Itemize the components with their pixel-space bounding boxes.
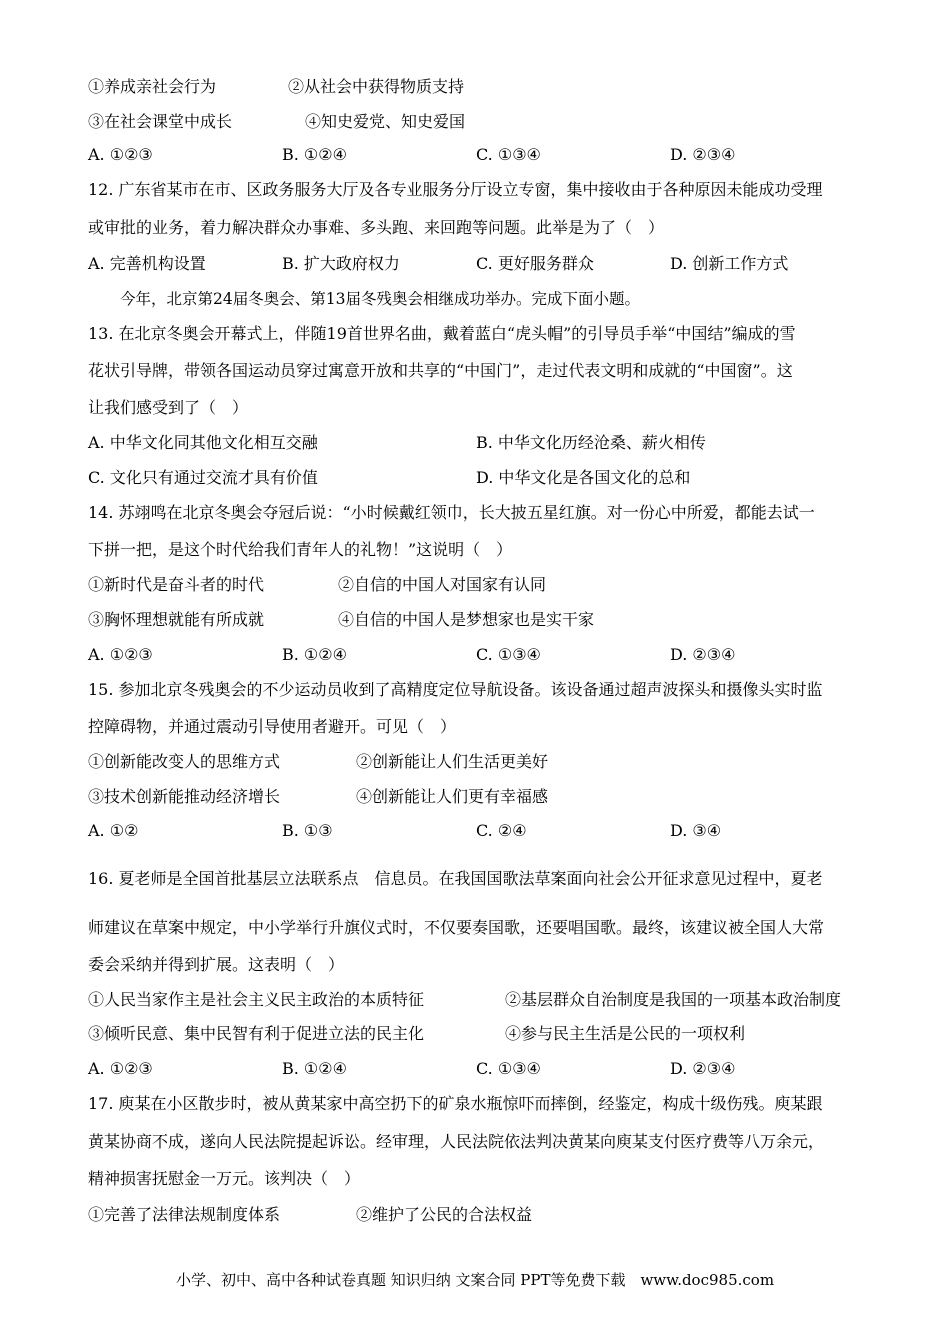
q11-option-c: C. ①③④ [476, 145, 541, 164]
q14-option-a: A. ①②③ [88, 645, 153, 664]
q16-statement-2: ②基层群众自治制度是我国的一项基本政治制度 [505, 990, 842, 1009]
q13-option-c: C. 文化只有通过交流才具有价值 [88, 468, 318, 487]
q16-stem-line-2: 师建议在草案中规定，中小学举行升旗仪式时，不仅要奏国歌，还要唱国歌。最终，该建议被全国人大常 [88, 918, 825, 937]
q16-statement-3: ③倾听民意、集中民智有利于促进立法的民主化 [88, 1024, 425, 1043]
q13-stem-line-1: 13. 在北京冬奥会开幕式上，伴随19首世界名曲，戴着蓝白“虎头帽”的引导员手举“中国结”编成的雪 [88, 324, 796, 343]
q16-stem-line-3: 委会采纳并得到扩展。这表明（ ） [88, 955, 345, 974]
q11-statement-2: ②从社会中获得物质支持 [288, 77, 465, 96]
q13-option-d: D. 中华文化是各国文化的总和 [476, 468, 691, 487]
q14-statement-2: ②自信的中国人对国家有认同 [338, 575, 547, 594]
section-intro: 今年，北京第24届冬奥会、第13届冬残奥会相继成功举办。完成下面小题。 [120, 290, 640, 308]
q14-statement-1: ①新时代是奋斗者的时代 [88, 575, 265, 594]
q12-option-b: B. 扩大政府权力 [282, 254, 400, 273]
q12-option-a: A. 完善机构设置 [88, 254, 206, 273]
q16-option-d: D. ②③④ [670, 1059, 736, 1078]
q12-stem-line-2: 或审批的业务，着力解决群众办事难、多头跑、来回跑等问题。此举是为了（ ） [88, 218, 665, 237]
q13-stem-line-2: 花状引导牌，带领各国运动员穿过寓意开放和共享的“中国门”，走过代表文明和成就的“中国窗”。这 [88, 361, 793, 380]
q11-statement-1: ①养成亲社会行为 [88, 77, 217, 96]
page-footer: 小学、初中、高中各种试卷真题 知识归纳 文案合同 PPT等免费下载 www.doc985.com [175, 1271, 775, 1289]
q12-stem-line-1: 12. 广东省某市在市、区政务服务大厅及各专业服务分厅设立专窗，集中接收由于各种原因未能成功受理 [88, 180, 823, 199]
q15-option-b: B. ①③ [282, 821, 333, 840]
q16-statement-4: ④参与民主生活是公民的一项权利 [505, 1024, 746, 1043]
q17-stem-line-3: 精神损害抚慰金一万元。该判决（ ） [88, 1169, 361, 1188]
q14-statement-3: ③胸怀理想就能有所成就 [88, 610, 265, 629]
q17-statement-1: ①完善了法律法规制度体系 [88, 1205, 281, 1224]
q15-statement-4: ④创新能让人们更有幸福感 [356, 787, 549, 806]
q15-option-d: D. ③④ [670, 821, 722, 840]
q14-statement-4: ④自信的中国人是梦想家也是实干家 [338, 610, 595, 629]
q13-option-a: A. 中华文化同其他文化相互交融 [88, 433, 318, 452]
q11-option-b: B. ①②④ [282, 145, 347, 164]
q15-statement-2: ②创新能让人们生活更美好 [356, 752, 549, 771]
q14-option-b: B. ①②④ [282, 645, 347, 664]
q11-option-a: A. ①②③ [88, 145, 153, 164]
q16-option-a: A. ①②③ [88, 1059, 153, 1078]
q15-stem-line-2: 控障碍物，并通过震动引导使用者避开。可见（ ） [88, 717, 457, 736]
q15-option-c: C. ②④ [476, 821, 527, 840]
q14-option-c: C. ①③④ [476, 645, 541, 664]
q15-stem-line-1: 15. 参加北京冬残奥会的不少运动员收到了高精度定位导航设备。该设备通过超声波探头和摄像头实时监 [88, 680, 823, 699]
q13-stem-line-3: 让我们感受到了（ ） [88, 398, 249, 417]
q12-option-c: C. 更好服务群众 [476, 254, 594, 273]
q16-statement-1: ①人民当家作主是社会主义民主政治的本质特征 [88, 990, 425, 1009]
q13-option-b: B. 中华文化历经沧桑、薪火相传 [476, 433, 706, 452]
q17-statement-2: ②维护了公民的合法权益 [356, 1205, 533, 1224]
q16-option-c: C. ①③④ [476, 1059, 541, 1078]
q14-stem-line-2: 下拼一把，是这个时代给我们青年人的礼物！”这说明（ ） [88, 540, 513, 559]
q15-option-a: A. ①② [88, 821, 139, 840]
q11-statement-4: ④知史爱党、知史爱国 [305, 112, 466, 131]
q12-option-d: D. 创新工作方式 [670, 254, 789, 273]
q15-statement-1: ①创新能改变人的思维方式 [88, 752, 281, 771]
q11-option-d: D. ②③④ [670, 145, 736, 164]
q17-stem-line-2: 黄某协商不成，遂向人民法院提起诉讼。经审理，人民法院依法判决黄某向庾某支付医疗费等八万余元， [88, 1132, 825, 1151]
q11-statement-3: ③在社会课堂中成长 [88, 112, 233, 131]
q17-stem-line-1: 17. 庾某在小区散步时，被从黄某家中高空扔下的矿泉水瓶惊吓而摔倒，经鉴定，构成十级伤残。庾某跟 [88, 1094, 823, 1113]
q14-option-d: D. ②③④ [670, 645, 736, 664]
q14-stem-line-1: 14. 苏翊鸣在北京冬奥会夺冠后说：“小时候戴红领巾，长大披五星红旗。对一份心中所爱，都能去试一 [88, 503, 815, 522]
q16-stem-line-1: 16. 夏老师是全国首批基层立法联系点 信息员。在我国国歌法草案面向社会公开征求意见过程中，夏老 [88, 869, 823, 888]
q15-statement-3: ③技术创新能推动经济增长 [88, 787, 281, 806]
q16-option-b: B. ①②④ [282, 1059, 347, 1078]
